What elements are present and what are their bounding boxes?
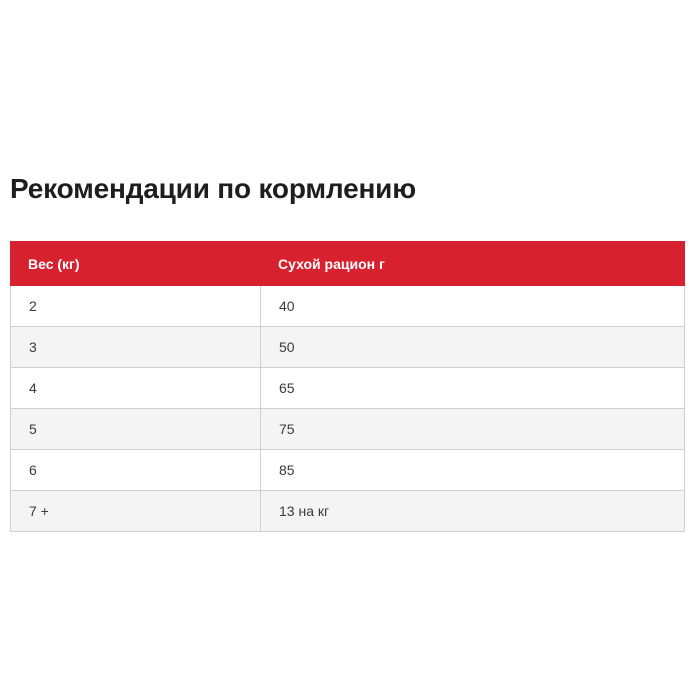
dry-food-cell: 13 на кг <box>261 491 685 532</box>
table-body <box>11 286 685 532</box>
header-row <box>11 242 685 286</box>
weight-cell: 6 <box>11 450 261 491</box>
feeding-table <box>10 241 685 532</box>
table-row <box>11 368 685 409</box>
weight-cell: 3 <box>11 327 261 368</box>
weight-cell: 7 + <box>11 491 261 532</box>
dry-food-cell: 85 <box>261 450 685 491</box>
dry-food-cell: 75 <box>261 409 685 450</box>
table-row <box>11 491 685 532</box>
dry-food-cell: 50 <box>261 327 685 368</box>
dry-food-cell: 40 <box>261 286 685 327</box>
table-row <box>11 286 685 327</box>
column-header-weight: Вес (кг) <box>11 242 261 286</box>
table-row <box>11 450 685 491</box>
weight-cell: 4 <box>11 368 261 409</box>
weight-cell: 2 <box>11 286 261 327</box>
weight-cell: 5 <box>11 409 261 450</box>
table-row <box>11 327 685 368</box>
table-header <box>11 242 685 286</box>
dry-food-cell: 65 <box>261 368 685 409</box>
column-header-dry-food: Сухой рацион г <box>261 242 685 286</box>
page-title: Рекомендации по кормлению <box>10 173 416 204</box>
table-row <box>11 409 685 450</box>
